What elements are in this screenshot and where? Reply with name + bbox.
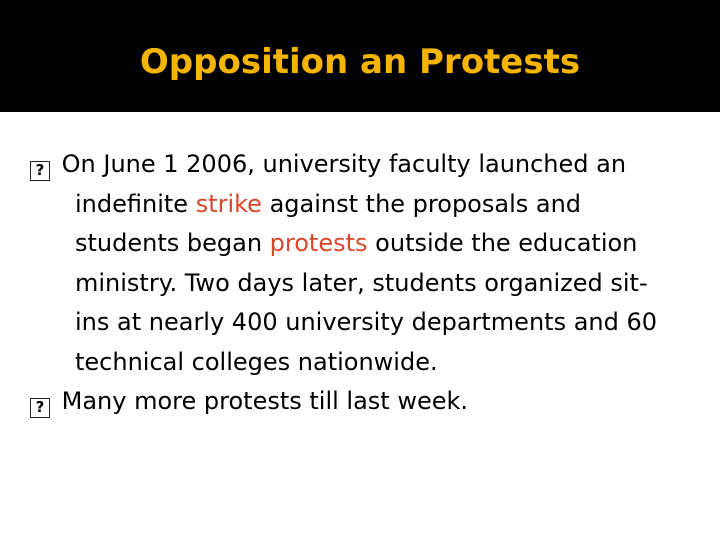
highlight-word-protests: protests bbox=[269, 229, 368, 257]
slide-title: Opposition an Protests bbox=[139, 42, 581, 82]
bullet-box-icon: ? bbox=[30, 398, 50, 418]
bullet-text-part: against the proposals and students began bbox=[75, 189, 582, 257]
bullet-text-part: outside the education ministry. Two days later, students organized sit-ins at nearly 400 university departments and 60 technical colleges nationwide. bbox=[75, 229, 658, 376]
slide-content bbox=[30, 145, 680, 422]
bullet-text: Many more protests till last week. bbox=[61, 387, 469, 415]
highlight-word-strike: strike bbox=[195, 189, 262, 218]
bullet-item bbox=[30, 382, 680, 422]
bullet-box-icon: ? bbox=[30, 161, 50, 181]
bullet-text-part: On June 1 2006, university faculty launched an indefinite bbox=[61, 150, 627, 218]
bullet-item bbox=[30, 145, 680, 382]
